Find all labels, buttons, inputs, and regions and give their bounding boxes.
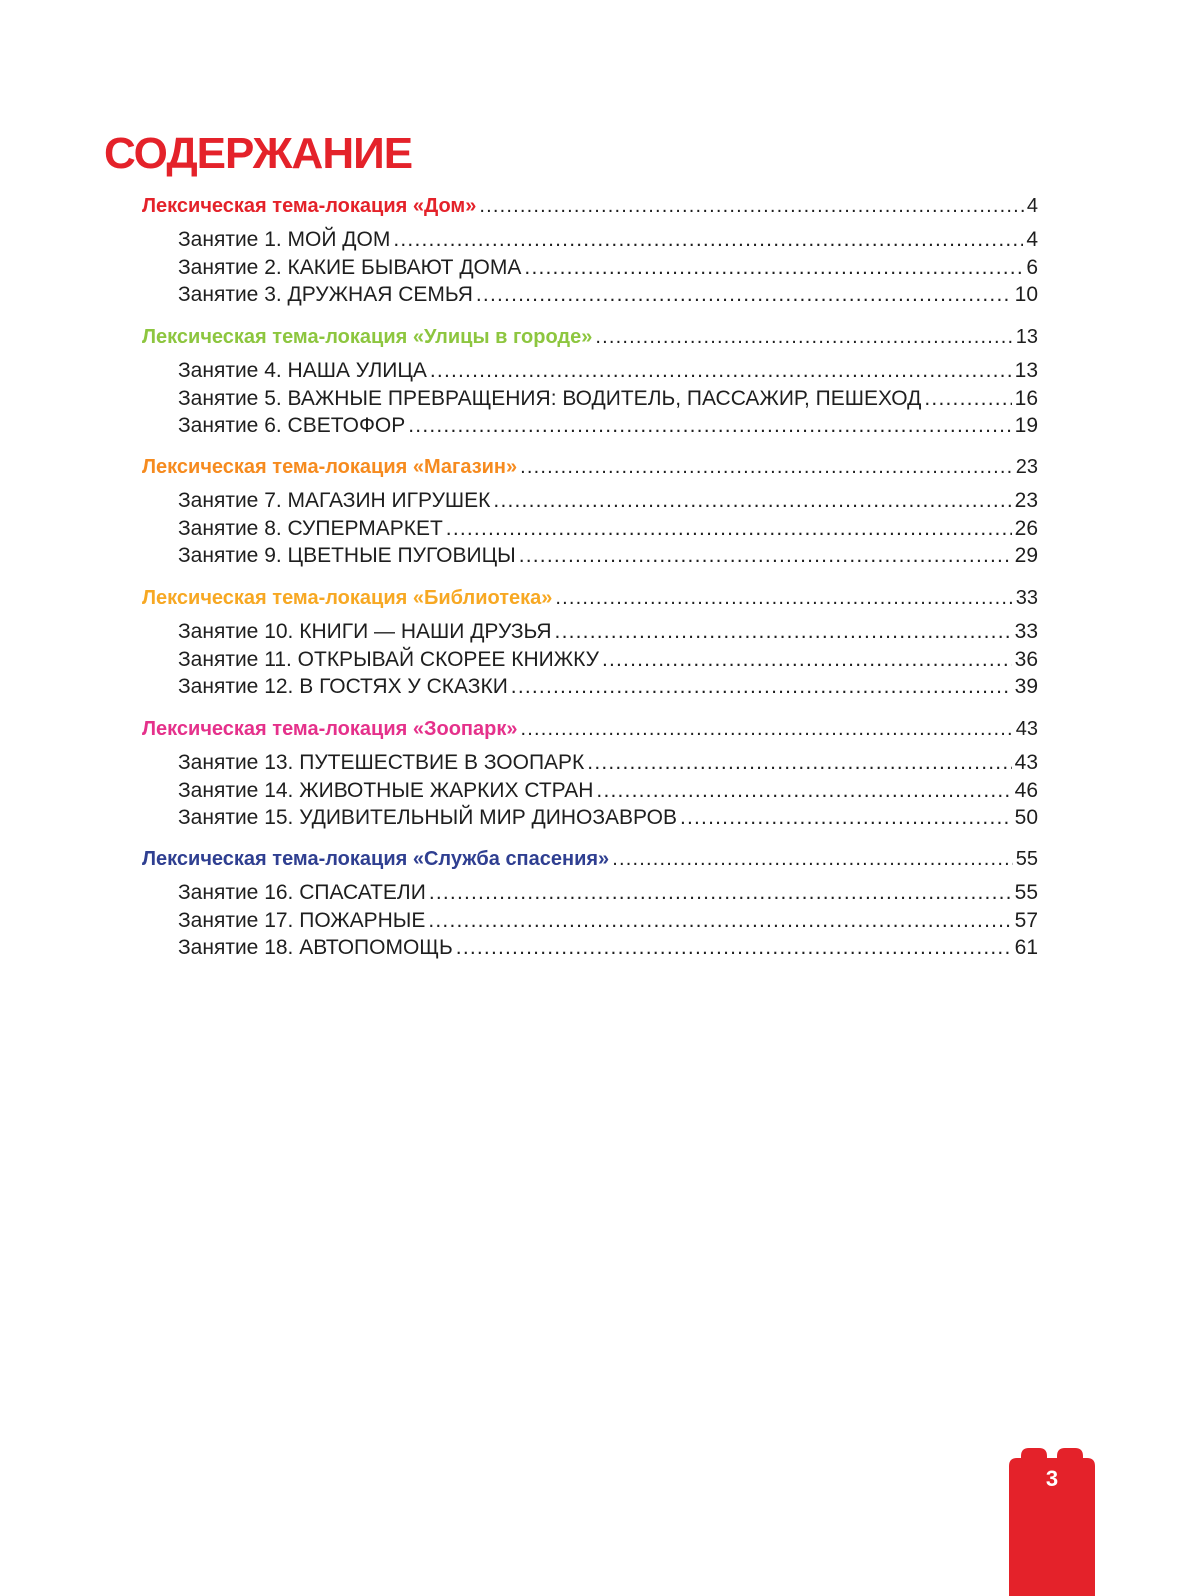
toc-lesson-label: Занятие 2. КАКИЕ БЫВАЮТ ДОМА: [178, 256, 522, 279]
toc-lesson-row: [178, 673, 1038, 699]
dot-leader: [555, 620, 1012, 644]
toc-lesson-row: [178, 385, 1038, 411]
toc-lesson-label: Занятие 17. ПОЖАРНЫЕ: [178, 909, 426, 932]
dot-leader: [524, 256, 1023, 280]
toc-page-number: 26: [1014, 517, 1038, 540]
toc-lesson-label: Занятие 4. НАША УЛИЦА: [178, 359, 427, 382]
toc-page-number: 13: [1015, 326, 1038, 348]
dot-leader: [476, 283, 1012, 307]
dot-leader: [430, 359, 1012, 383]
toc-lesson-label: Занятие 5. ВАЖНЫЕ ПРЕВРАЩЕНИЯ: ВОДИТЕЛЬ, ПАССАЖИР, ПЕШЕХОД: [178, 387, 922, 410]
toc-page-number: 39: [1014, 675, 1038, 698]
dot-leader: [595, 326, 1012, 349]
toc-page-number: 29: [1014, 544, 1038, 567]
toc-page-number: 55: [1015, 848, 1038, 870]
toc-section-row: [142, 584, 1038, 610]
toc-page-number: 4: [1026, 228, 1038, 251]
toc-section-row: [142, 845, 1038, 871]
toc-lesson-row: [178, 226, 1038, 252]
toc-page-number: 43: [1015, 718, 1038, 740]
toc-lesson-label: Занятие 3. ДРУЖНАЯ СЕМЬЯ: [178, 283, 473, 306]
toc-page-number: 4: [1026, 195, 1038, 217]
dot-leader: [511, 675, 1012, 699]
toc-lesson-label: Занятие 12. В ГОСТЯХ У СКАЗКИ: [178, 675, 508, 698]
toc-section-row: [142, 192, 1038, 218]
dot-leader: [555, 587, 1012, 610]
dot-leader: [393, 228, 1023, 252]
toc-page-number: 55: [1014, 881, 1038, 904]
toc-lesson-row: [178, 412, 1038, 438]
toc-page-number: 13: [1014, 359, 1038, 382]
toc-section-label: Лексическая тема-локация «Улицы в городе»: [142, 326, 593, 348]
toc-page-number: 6: [1026, 256, 1038, 279]
toc-lesson-label: Занятие 16. СПАСАТЕЛИ: [178, 881, 426, 904]
dot-leader: [924, 387, 1011, 411]
toc-lesson-label: Занятие 6. СВЕТОФОР: [178, 414, 406, 437]
toc-lesson-row: [178, 281, 1038, 307]
toc-lesson-row: [178, 804, 1038, 830]
toc-page-number: 50: [1014, 806, 1038, 829]
toc-lesson-label: Занятие 9. ЦВЕТНЫЕ ПУГОВИЦЫ: [178, 544, 516, 567]
dot-leader: [596, 779, 1011, 803]
toc-lesson-label: Занятие 1. МОЙ ДОМ: [178, 228, 391, 251]
page-title: СОДЕРЖАНИЕ: [104, 129, 413, 178]
toc-page-number: 33: [1015, 587, 1038, 609]
dot-leader: [521, 718, 1013, 741]
toc-lesson-row: [178, 487, 1038, 513]
toc-page-number: 16: [1014, 387, 1038, 410]
toc-page-number: 19: [1014, 414, 1038, 437]
toc-section-label: Лексическая тема-локация «Дом»: [142, 195, 477, 217]
toc-lesson-label: Занятие 18. АВТОПОМОЩЬ: [178, 936, 453, 959]
toc-section-label: Лексическая тема-локация «Библиотека»: [142, 587, 553, 609]
toc-lesson-row: [178, 618, 1038, 644]
toc-lesson-label: Занятие 15. УДИВИТЕЛЬНЫЙ МИР ДИНОЗАВРОВ: [178, 806, 677, 829]
toc-lesson-label: Занятие 13. ПУТЕШЕСТВИЕ В ЗООПАРК: [178, 751, 585, 774]
toc-lesson-row: [178, 515, 1038, 541]
toc-page-number: 61: [1014, 936, 1038, 959]
toc-lesson-label: Занятие 7. МАГАЗИН ИГРУШЕК: [178, 489, 491, 512]
toc-lesson-row: [178, 646, 1038, 672]
dot-leader: [446, 517, 1012, 541]
toc-lesson-row: [178, 749, 1038, 775]
toc-page-number: 33: [1014, 620, 1038, 643]
dot-leader: [429, 881, 1012, 905]
toc-lesson-row: [178, 357, 1038, 383]
toc-lesson-label: Занятие 14. ЖИВОТНЫЕ ЖАРКИХ СТРАН: [178, 779, 594, 802]
dot-leader: [456, 936, 1012, 960]
dot-leader: [602, 648, 1012, 672]
toc-section-row: [142, 715, 1038, 741]
toc-lesson-row: [178, 254, 1038, 280]
toc-page-number: 23: [1015, 456, 1038, 478]
toc-lesson-label: Занятие 8. СУПЕРМАРКЕТ: [178, 517, 443, 540]
dot-leader: [428, 909, 1011, 933]
toc-lesson-row: [178, 542, 1038, 568]
dot-leader: [612, 848, 1013, 871]
dot-leader: [519, 544, 1012, 568]
toc-lesson-row: [178, 777, 1038, 803]
toc-page-number: 10: [1014, 283, 1038, 306]
page-number-badge: [1009, 1448, 1095, 1596]
toc-lesson-row: [178, 907, 1038, 933]
toc-lesson-row: [178, 879, 1038, 905]
toc-lesson-label: Занятие 10. КНИГИ — НАШИ ДРУЗЬЯ: [178, 620, 552, 643]
toc-page-number: 36: [1014, 648, 1038, 671]
toc-section-label: Лексическая тема-локация «Зоопарк»: [142, 718, 518, 740]
toc-section-label: Лексическая тема-локация «Магазин»: [142, 456, 518, 478]
toc-page-number: 57: [1014, 909, 1038, 932]
dot-leader: [408, 414, 1011, 438]
toc-section-row: [142, 323, 1038, 349]
toc-lesson-row: [178, 934, 1038, 960]
dot-leader: [680, 806, 1012, 830]
dot-leader: [479, 195, 1024, 218]
page-number: 3: [1045, 1466, 1059, 1491]
toc-section-label: Лексическая тема-локация «Служба спасения»: [142, 848, 610, 870]
dot-leader: [587, 751, 1011, 775]
toc-page-number: 23: [1014, 489, 1038, 512]
toc-section-row: [142, 453, 1038, 479]
dot-leader: [520, 456, 1013, 479]
toc-page-number: 43: [1014, 751, 1038, 774]
toc-lesson-label: Занятие 11. ОТКРЫВАЙ СКОРЕЕ КНИЖКУ: [178, 648, 599, 671]
dot-leader: [493, 489, 1011, 513]
toc-page-number: 46: [1014, 779, 1038, 802]
